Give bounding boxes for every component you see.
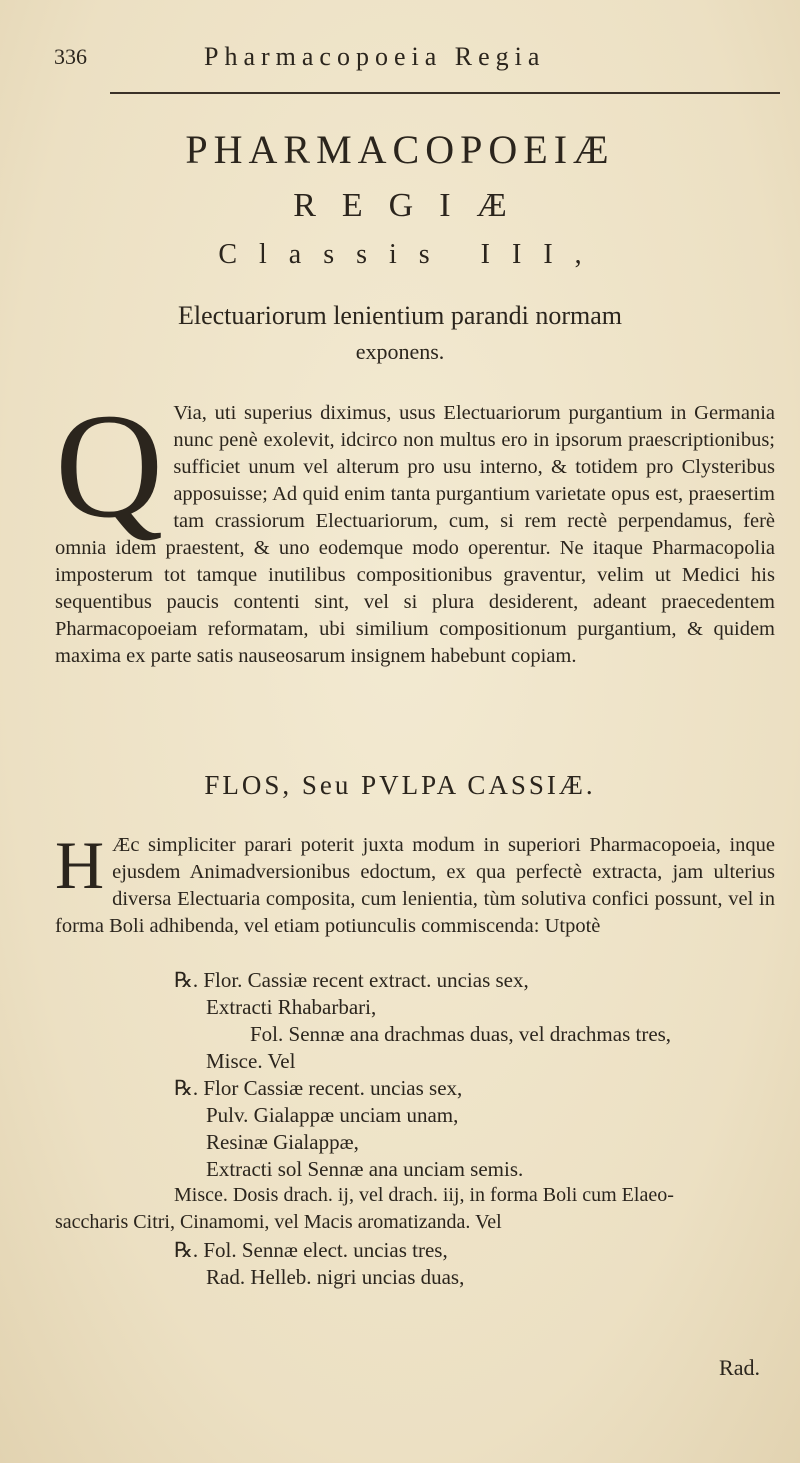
section-paragraph [55, 827, 775, 940]
title-line-1: PHARMACOPOEIÆ [185, 127, 615, 172]
recipe-line: Fol. Sennæ ana drachmas duas, vel drachmas tres, [250, 1022, 672, 1046]
recipe-line: Pulv. Gialappæ unciam unam, [206, 1103, 459, 1127]
title-line-5: exponens. [355, 339, 445, 364]
recipe-line: Rad. Helleb. nigri uncias duas, [206, 1265, 465, 1289]
section-heading: FLOS, Seu PVLPA CASSIÆ. [204, 770, 596, 800]
page-number: 336 [54, 44, 87, 69]
title-line-3: Classis III, [218, 239, 604, 270]
recipe-line: Resinæ Gialappæ, [206, 1130, 359, 1154]
recipe-line: Misce. Dosis drach. ij, vel drach. iij, in forma Boli cum Elaeo- [174, 1184, 674, 1206]
recipe-line: ℞. Flor. Cassiæ recent extract. uncias sex, [174, 968, 529, 992]
title-line-4: Electuariorum lenientium parandi normam [177, 301, 623, 330]
recipe-line: Extracti sol Sennæ ana unciam semis. [206, 1157, 524, 1181]
intro-dropcap: Q [55, 383, 164, 549]
title-line-2: REGIÆ [293, 187, 533, 224]
title-block [0, 120, 800, 365]
section-text: Æc simpliciter parari poterit juxta modum in superiori Pharmacopoeia, inque ejusdem Animadversionibus edoctum, ex qua perfectè extracta, jam ulterius diversa Electuaria composita, cum lenientia, tùm solutiva confici possunt, vel in forma Boli adhibenda, vel etiam potiunculis commiscenda: Utpotè [55, 834, 775, 937]
recipe-line: ℞. Fol. Sennæ elect. uncias tres, [174, 1238, 448, 1262]
recipe-line: saccharis Citri, Cinamomi, vel Macis aromatizanda. Vel [55, 1211, 502, 1233]
intro-text: Via, uti superius diximus, usus Electuariorum purgantium in Germania nunc penè exolevit, idcirco non multus ero in ipsorum praescriptionibus; sufficiet unum vel alterum pro usu interno, & totidem pro Clysteribus apposuisse; Ad quid enim tanta purgantium varietate opus est, praesertim tam crassiorum Electuariorum, cum, si rem rectè perpendamus, ferè omnia idem praestent, & uno eodemque modo operentur. Ne itaque Pharmacopolia imposterum tot tamque inutilibus compositionibus graventur, velim ut Medici his sequentibus paucis contenti sint, vel si plura desiderent, adeant praecedentem Pharmacopoeiam reformatam, ubi similium compositionum purgantium, & quidem maxima ex parte satis nauseosarum insignem habebunt copiam. [55, 402, 775, 667]
running-head [54, 40, 740, 80]
running-title: Pharmacopoeia Regia [204, 42, 546, 71]
header-rule [110, 92, 780, 94]
recipe-line: ℞. Flor Cassiæ recent. uncias sex, [174, 1076, 463, 1100]
catchword: Rad. [719, 1355, 760, 1380]
section-dropcap: H [55, 827, 105, 903]
recipe-line: Misce. Vel [206, 1049, 296, 1073]
intro-paragraph [55, 383, 775, 670]
recipe-line: Extracti Rhabarbari, [206, 995, 377, 1019]
